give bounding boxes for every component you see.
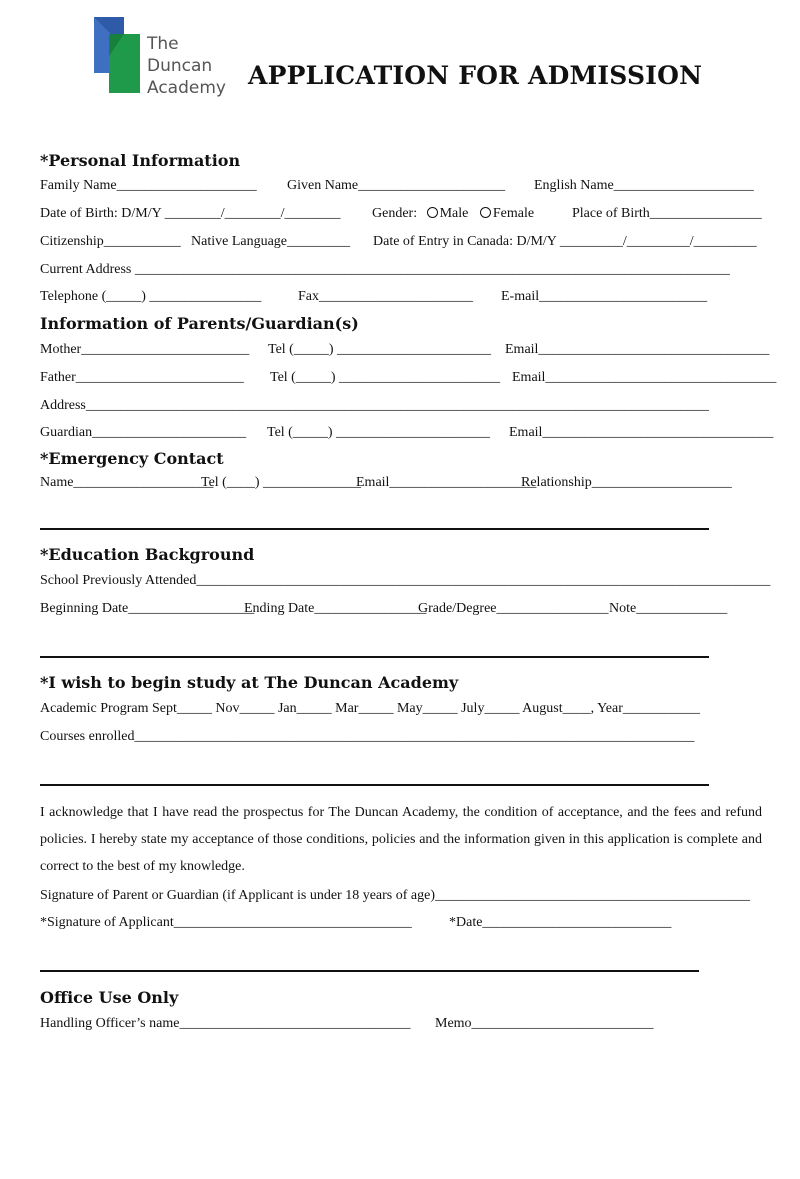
section-divider (40, 970, 699, 972)
memo-field[interactable]: Memo__________________________ (435, 1016, 654, 1031)
guardian-name-field[interactable]: Guardian______________________ (40, 425, 247, 440)
family-name-field[interactable]: Family Name____________________ (40, 178, 257, 193)
logo-text-duncan: Duncan (147, 56, 213, 76)
gender-label: Gender: (372, 206, 418, 221)
email-field[interactable]: E-mail________________________ (501, 289, 708, 304)
parents-heading: Information of Parents/Guardian(s) (40, 314, 359, 333)
telephone-field[interactable]: Telephone (_____) ________________ (40, 289, 262, 304)
courses-enrolled-field[interactable]: Courses enrolled________________________________________________________________________________ (40, 729, 695, 744)
section-divider (40, 656, 709, 658)
given-name-field[interactable]: Given Name_____________________ (287, 178, 506, 193)
ending-date-field[interactable]: Ending Date________________ (244, 601, 427, 616)
current-address-field[interactable]: Current Address _____________________________________________________________________________________ (40, 262, 730, 277)
gender-group (372, 205, 534, 223)
parent-signature-field[interactable]: Signature of Parent or Guardian (if Applicant is under 18 years of age)_____________________________________________ (40, 888, 750, 903)
previous-school-field[interactable]: School Previously Attended__________________________________________________________________________________ (40, 573, 771, 588)
office-heading: Office Use Only (40, 988, 179, 1007)
applicant-signature-field[interactable]: *Signature of Applicant__________________________________ (40, 915, 412, 930)
native-language-field[interactable]: Native Language_________ (191, 234, 351, 249)
gender-female-option[interactable] (480, 206, 534, 221)
mother-tel-field[interactable]: Tel (_____) ______________________ (268, 342, 492, 357)
education-heading: *Education Background (40, 545, 255, 564)
date-of-entry-field[interactable]: Date of Entry in Canada: D/M/Y _________/_________/_________ (373, 234, 757, 249)
handling-officer-field[interactable]: Handling Officer’s name_________________________________ (40, 1016, 411, 1031)
male-label: Male (439, 206, 469, 221)
fax-field[interactable]: Fax______________________ (298, 289, 473, 304)
emergency-heading: *Emergency Contact (40, 449, 224, 468)
mother-email-field[interactable]: Email_________________________________ (505, 342, 770, 357)
guardian-tel-field[interactable]: Tel (_____) ______________________ (267, 425, 491, 440)
beginning-date-field[interactable]: Beginning Date__________________ (40, 601, 255, 616)
emergency-email-field[interactable]: Email_____________________ (356, 475, 537, 490)
mother-name-field[interactable]: Mother________________________ (40, 342, 250, 357)
study-heading: *I wish to begin study at The Duncan Academy (40, 673, 459, 692)
personal-info-heading: *Personal Information (40, 151, 241, 170)
logo-text-the: The (147, 34, 179, 54)
emergency-name-field[interactable]: Name____________________ (40, 475, 214, 490)
father-tel-field[interactable]: Tel (_____) _______________________ (270, 370, 501, 385)
grade-degree-field[interactable]: Grade/Degree________________ (418, 601, 609, 616)
father-email-field[interactable]: Email_________________________________ (512, 370, 777, 385)
date-field[interactable]: *Date___________________________ (449, 915, 672, 930)
citizenship-field[interactable]: Citizenship___________ (40, 234, 181, 249)
acknowledgement-paragraph: I acknowledge that I have read the prospectus for The Duncan Academy, the condition of acceptance, and the fees and refund policies. I hereby state my acceptance of those conditions, policies and the information given in this application is complete and correct to the best of my knowledge. (40, 805, 762, 874)
father-name-field[interactable]: Father________________________ (40, 370, 244, 385)
guardian-email-field[interactable]: Email_________________________________ (509, 425, 774, 440)
note-field[interactable]: Note_____________ (609, 601, 728, 616)
logo-mark-icon (93, 16, 141, 96)
english-name-field[interactable]: English Name____________________ (534, 178, 754, 193)
emergency-tel-field[interactable]: Tel (____) ______________ (201, 475, 362, 490)
section-divider (40, 528, 709, 530)
logo-text-academy: Academy (147, 78, 226, 98)
gender-male-option[interactable] (427, 206, 469, 221)
academy-logo (93, 16, 226, 98)
female-radio-icon[interactable] (480, 207, 491, 218)
female-label: Female (492, 206, 535, 221)
male-radio-icon[interactable] (427, 207, 438, 218)
section-divider (40, 784, 709, 786)
date-of-birth-field[interactable]: Date of Birth: D/M/Y ________/________/________ (40, 206, 341, 221)
place-of-birth-field[interactable]: Place of Birth________________ (572, 206, 762, 221)
parent-address-field[interactable]: Address_________________________________________________________________________________________ (40, 398, 709, 413)
academic-program-field[interactable]: Academic Program Sept_____ Nov_____ Jan_____ Mar_____ May_____ July_____ August____, Year___________ (40, 701, 700, 716)
page-title: APPLICATION FOR ADMISSION (248, 61, 703, 90)
emergency-relationship-field[interactable]: Relationship____________________ (521, 475, 732, 490)
